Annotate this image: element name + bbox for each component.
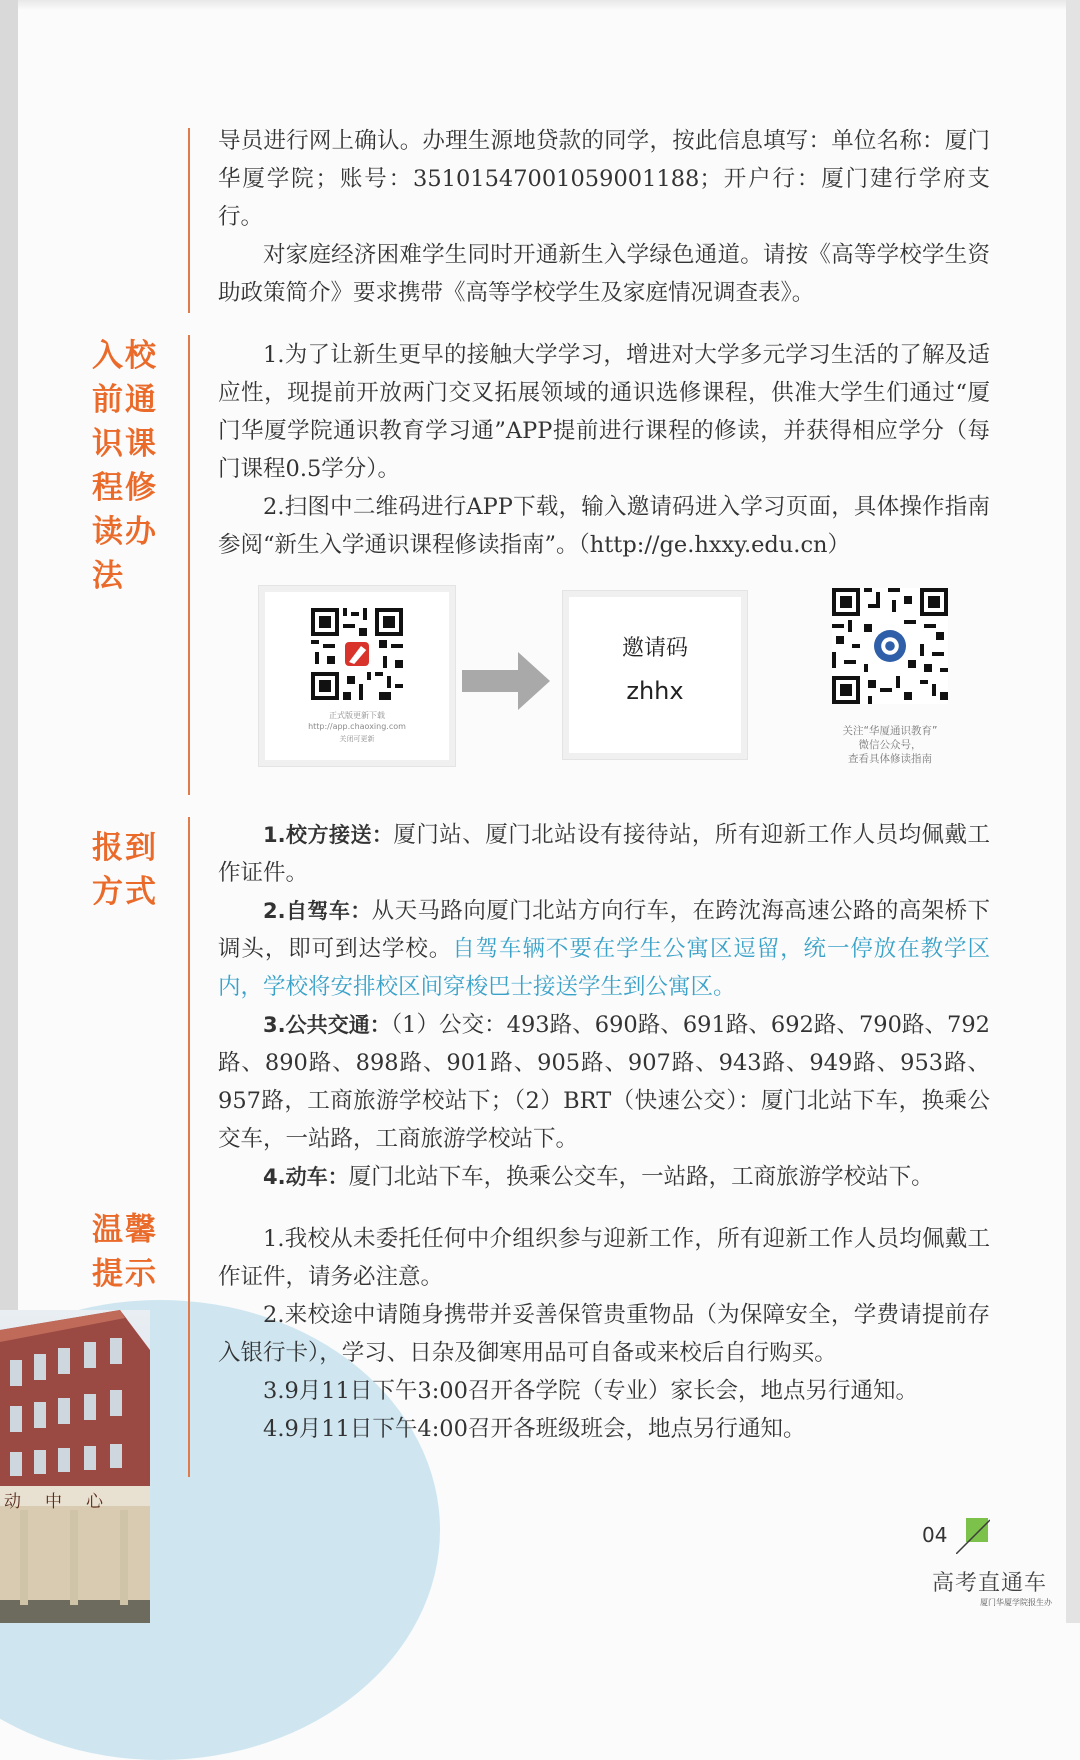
page-corner-mark-icon — [956, 1518, 990, 1554]
section-divider-line — [188, 817, 190, 1205]
campus-building-photo — [0, 1310, 150, 1623]
app-download-caption: 正式版更新下载 — [329, 711, 385, 720]
intro-paragraph-1: 导员进行网上确认。办理生源地贷款的同学，按此信息填写：单位名称：厦门华厦学院；账号：35101547001059001188；开户行：厦门建行学府支行。 — [218, 128, 990, 230]
intro-paragraph-2: 对家庭经济困难学生同时开通新生入学绿色通道。请按《高等学校学生资助政策简介》要求携带《高等学校学生及家庭情况调查表》。 — [218, 242, 990, 306]
wechat-qr-code[interactable] — [832, 588, 948, 704]
section-divider-line — [188, 1205, 190, 1477]
tips-text — [218, 1220, 990, 1448]
section-heading-arrival: 报到 方式 — [92, 830, 158, 910]
tip-4: 4.9月11日下午4:00召开各班级班会，地点另行通知。 — [263, 1416, 806, 1442]
building-sign: 动中心 — [4, 1492, 127, 1512]
courses-paragraph-1: 1.为了让新生更早的接触大学学习，增进对大学多元学习生活的了解及适应性，现提前开放两门交叉拓展领域的通识选修课程，供准大学生们通过“厦门华厦学院通识教育学习通”APP提前进行课程的修读，并获得相应学分（每门课程0.5学分）。 — [218, 342, 990, 482]
section-heading-courses: 入校 前通 识课 程修 读办 法 — [92, 338, 158, 594]
watermark-title: 高考直通车 — [932, 1571, 1048, 1596]
arrival-item-school-pickup: 1.校方接送：厦门站、厦门北站设有接待站，所有迎新工作人员均佩戴工作证件。 — [218, 822, 990, 886]
arrival-item-self-drive: 2.自驾车：从天马路向厦门北站方向行车，在跨沈海高速公路的高架桥下调头，即可到达学校。自驾车辆不要在学生公寓区逗留，统一停放在教学区内，学校将安排校区间穿梭巴士接送学生到公寓区。 — [218, 898, 990, 1000]
arrow-right-icon — [462, 652, 552, 710]
section-divider-line — [188, 335, 190, 795]
arrival-text — [218, 816, 990, 1196]
app-download-card — [258, 585, 456, 767]
wechat-caption-line1: 关注“华厦通识教育” — [842, 725, 938, 737]
page-edge-right — [1066, 0, 1080, 1623]
invite-code-value: zhhx — [626, 677, 684, 705]
tip-3: 3.9月11日下午3:00召开各学院（专业）家长会，地点另行通知。 — [263, 1378, 918, 1404]
arrival-item-train: 4.动车：厦门北站下车，换乘公交车，一站路，工商旅游学校站下。 — [263, 1164, 934, 1190]
app-download-url: http://app.chaoxing.com — [308, 722, 406, 731]
tip-2: 2.来校途中请随身携带并妥善保管贵重物品（为保障安全，学费请提前存入银行卡），学习、日杂及御寒用品可自备或来校后自行购买。 — [218, 1302, 990, 1366]
app-download-qr-code[interactable] — [311, 608, 403, 700]
watermark-subtitle: 厦门华厦学院报生办 — [980, 1598, 1052, 1607]
tip-1: 1.我校从未委托任何中介组织参与迎新工作，所有迎新工作人员均佩戴工作证件，请务必注意。 — [218, 1226, 990, 1290]
section-heading-tips: 温馨 提示 — [92, 1212, 158, 1292]
wechat-caption-line3: 查看具体修读指南 — [848, 753, 932, 765]
wechat-caption-line2: 微信公众号， — [858, 739, 922, 751]
invite-code-box — [562, 590, 748, 760]
arrival-item-public-transit: 3.公共交通：（1）公交：493路、690路、691路、692路、790路、792路、890路、898路、901路、905路、907路、943路、949路、953路、957路，工商旅游学校站下；（2）BRT（快速公交）：厦门北站下车，换乘公交车，一站路，工商旅游学校站下。 — [218, 1012, 990, 1152]
section-divider-line — [188, 128, 190, 313]
page-number: 04 — [922, 1523, 948, 1547]
self-drive-notice: 自驾车辆不要在学生公寓区逗留，统一停放在教学区内，学校将安排校区间穿梭巴士接送学生到公寓区。 — [218, 936, 990, 1000]
intro-text — [218, 122, 990, 312]
courses-text — [218, 336, 990, 564]
courses-paragraph-2: 2.扫图中二维码进行APP下载，输入邀请码进入学习页面，具体操作指南参阅“新生入学通识课程修读指南”。（http://ge.hxxy.edu.cn） — [218, 494, 990, 558]
app-download-note: 关闭可更新 — [339, 735, 375, 743]
top-shadow — [0, 0, 1080, 10]
invite-code-label: 邀请码 — [621, 636, 688, 661]
